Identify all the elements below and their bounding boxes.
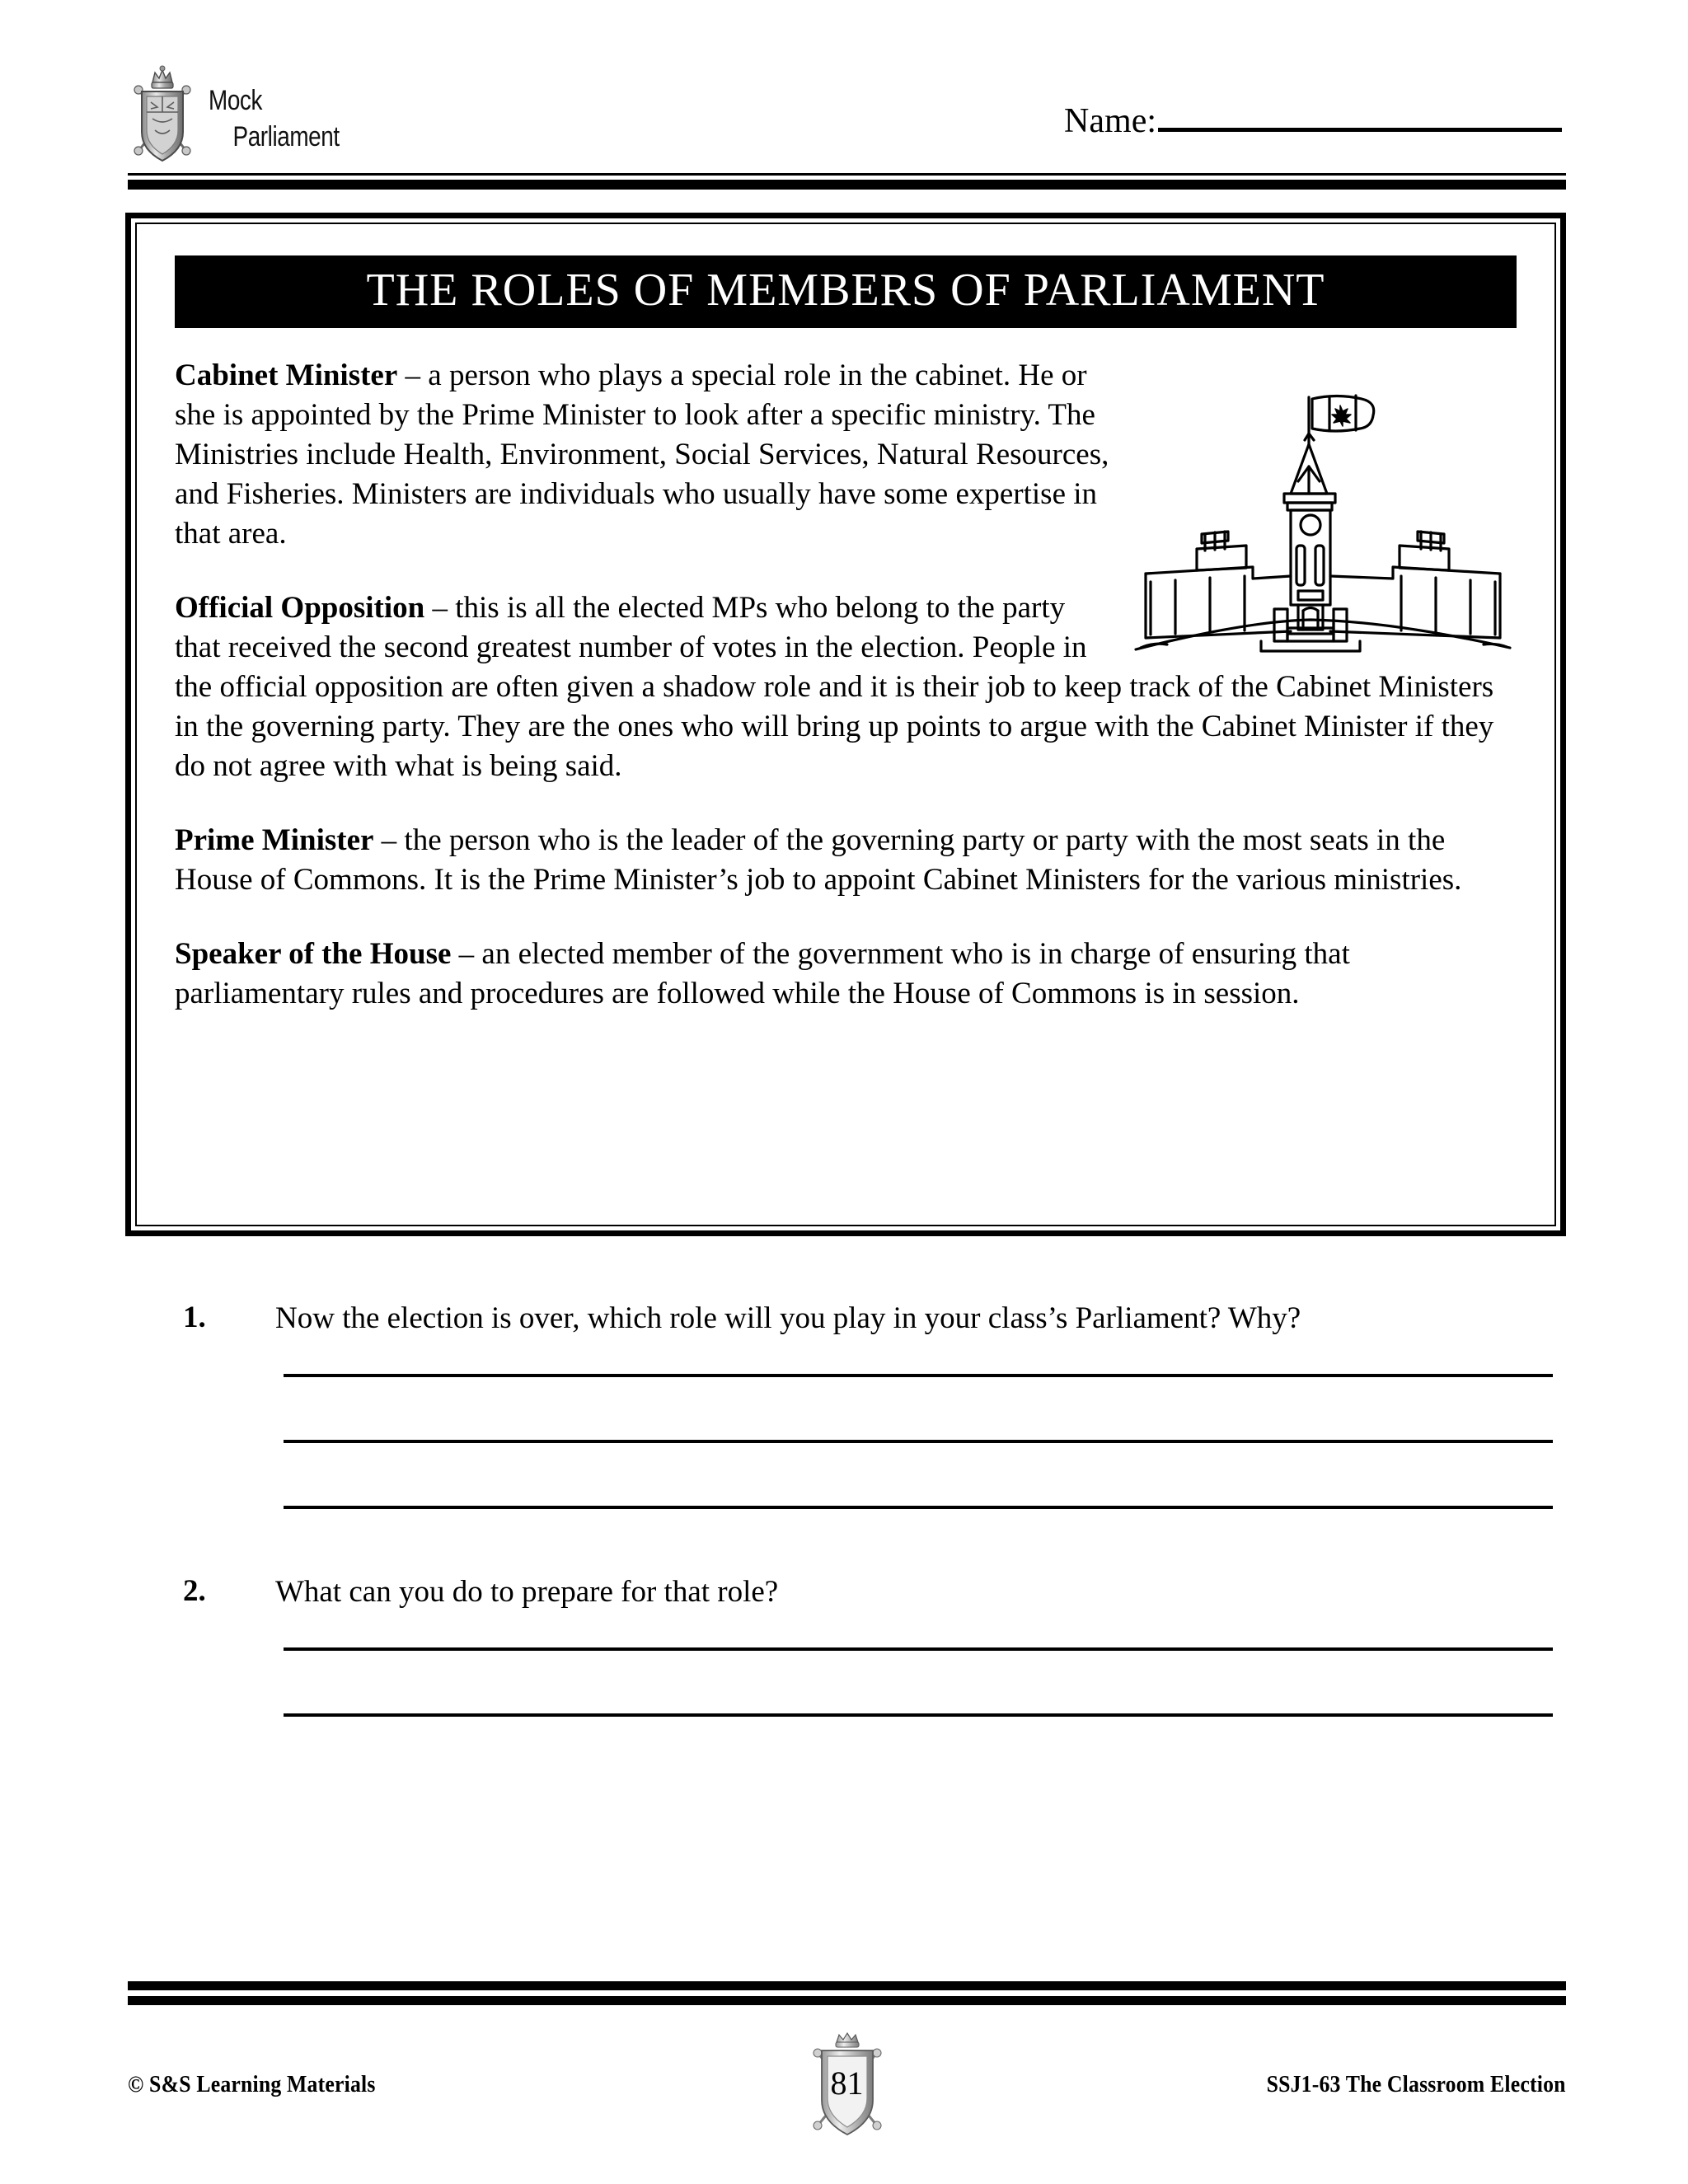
question-2-answer-area[interactable] <box>284 1647 1566 1717</box>
page-number: 81 <box>830 2064 864 2102</box>
question-2-text: What can you do to prepare for that role? <box>275 1575 779 1609</box>
questions-section <box>125 1298 1566 1779</box>
page-header <box>128 64 1562 171</box>
page-title: THE ROLES OF MEMBERS OF PARLIAMENT <box>366 265 1325 316</box>
parliament-building-illustration <box>1129 358 1517 654</box>
definition-term: Cabinet Minister <box>175 359 398 392</box>
footer-copyright: © S&S Learning Materials <box>128 2072 376 2097</box>
definition-term: Prime Minister <box>175 823 374 857</box>
answer-line[interactable] <box>284 1506 1553 1509</box>
info-box <box>125 213 1566 1236</box>
question-2 <box>125 1572 1566 1717</box>
definition-text: a person who plays a special role in the cabinet. He or she is appointed by the Prime Minister to look after a specific ministry. The Ministries include Health, Environment, Social Services, Natural Resources, and Fisheries. Ministers are individuals who usually have some expertise in that area. <box>175 359 1109 551</box>
definition-term: Speaker of the House <box>175 937 452 971</box>
page-footer <box>128 2032 1566 2148</box>
info-box-inner <box>135 223 1556 1226</box>
question-1-number: 1. <box>183 1301 206 1334</box>
question-1-text: Now the election is over, which role will you play in your class’s Parliament? Why? <box>275 1301 1301 1335</box>
coat-of-arms-crest-icon <box>128 64 197 167</box>
definition-text: the person who is the leader of the governing party or party with the most seats in the House of Commons. It is the Prime Minister’s job to appoint Cabinet Ministers for the various ministries. <box>175 823 1462 897</box>
definition-speaker-of-the-house <box>175 935 1517 1014</box>
definition-dash: – <box>424 591 456 625</box>
question-2-number: 2. <box>183 1574 206 1608</box>
footer-divider-line-2 <box>128 1996 1566 2005</box>
name-input-rule[interactable] <box>1158 128 1562 132</box>
brand-block <box>128 64 368 167</box>
header-divider-thick <box>128 180 1566 190</box>
definition-text: this is all the elected MPs who belong to the party that received the second greatest number of votes in the election. People in the official opposition are often given a shadow role and it is their job to keep track of the Cabinet Ministers in the governing party. They are the ones who will bring up points to argue with the Cabinet Minister if they do not agree with what is being said. <box>175 591 1494 783</box>
footer-divider-gap <box>128 1990 1566 1996</box>
section-title-banner <box>175 255 1517 328</box>
answer-line[interactable] <box>284 1647 1553 1651</box>
footer-divider <box>128 1981 1566 2005</box>
definition-text: an elected member of the government who is in charge of ensuring that parliamentary rules and procedures are followed while the House of Commons is in session. <box>175 937 1350 1010</box>
brand-line-2: Parliament <box>232 121 340 152</box>
definition-term: Official Opposition <box>175 591 425 625</box>
definition-prime-minister <box>175 821 1517 900</box>
header-divider <box>128 173 1566 190</box>
answer-line[interactable] <box>284 1374 1553 1377</box>
brand-title <box>209 82 340 155</box>
name-label: Name: <box>1064 102 1156 140</box>
answer-line[interactable] <box>284 1713 1553 1717</box>
question-1 <box>125 1298 1566 1509</box>
brand-line-1: Mock <box>209 85 262 116</box>
name-field[interactable] <box>1064 104 1562 138</box>
definition-dash: – <box>373 823 405 857</box>
definition-dash: – <box>451 937 482 971</box>
footer-reference: SSJ1-63 The Classroom Election <box>1266 2072 1566 2097</box>
question-1-answer-area[interactable] <box>284 1374 1566 1509</box>
answer-line[interactable] <box>284 1440 1553 1443</box>
definition-dash: – <box>397 359 429 392</box>
footer-page-badge <box>802 2032 893 2148</box>
footer-divider-line-1 <box>128 1981 1566 1990</box>
